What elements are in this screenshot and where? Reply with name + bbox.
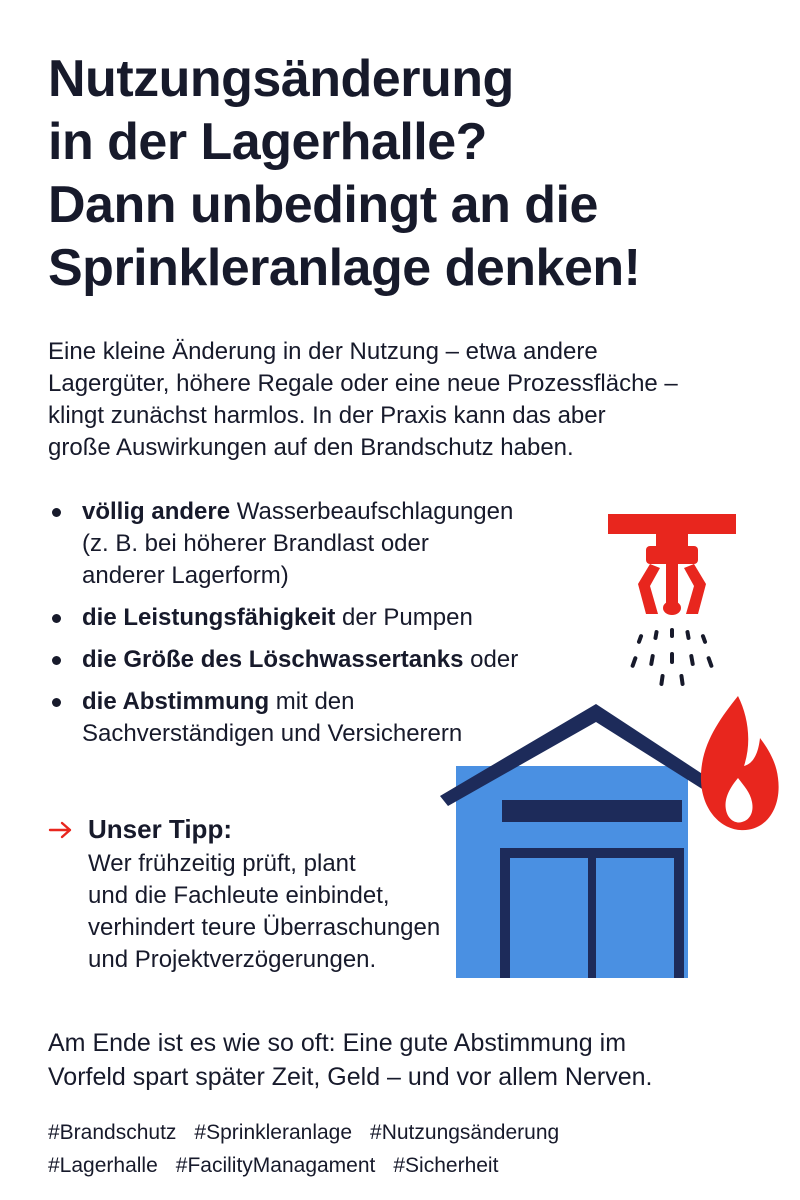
arrow-right-icon [48, 820, 74, 840]
hashtag[interactable]: #Nutzungsänderung [370, 1121, 560, 1144]
hashtag[interactable]: #Sicherheit [393, 1154, 499, 1177]
warehouse-icon [436, 700, 704, 982]
tip-line: und die Fachleute einbindet, [88, 882, 390, 909]
list-item [48, 644, 608, 676]
tip-line: verhindert teure Überraschungen [88, 914, 441, 941]
intro-line: Eine kleine Änderung in der Nutzung – etwa andere [48, 338, 598, 365]
bullet-bold: die Leistungsfähigkeit [82, 604, 336, 631]
closing-paragraph [48, 1026, 768, 1094]
bullet-text: oder [463, 646, 519, 673]
outro-line: Am Ende ist es wie so oft: Eine gute Abstimmung im [48, 1029, 627, 1057]
list-item [48, 496, 608, 592]
intro-line: große Auswirkungen auf den Brandschutz haben. [48, 434, 574, 461]
hashtag[interactable]: #Brandschutz [48, 1121, 177, 1144]
bullet-bold: die Größe des Löschwassertanks [82, 646, 464, 673]
tip-line: Wer frühzeitig prüft, plant [88, 850, 356, 877]
bullet-text: Wasserbeaufschlagungen [230, 498, 514, 525]
bullet-continuation: (z. B. bei höherer Brandlast oder [82, 530, 429, 557]
bullet-text: der Pumpen [335, 604, 473, 631]
bullet-bold: völlig andere [82, 498, 231, 525]
hashtag-list [48, 1116, 768, 1182]
title-line: Sprinkleranlage denken! [48, 239, 641, 297]
tip-text [88, 848, 440, 976]
outro-line: Vorfeld spart später Zeit, Geld – und vor allem Nerven. [48, 1063, 653, 1091]
intro-line: Lagergüter, höhere Regale oder eine neue Prozessfläche – [48, 370, 678, 397]
hashtag-row [48, 1116, 768, 1149]
bullet-bold: die Abstimmung [82, 688, 270, 715]
title-line: Dann unbedingt an die [48, 176, 598, 234]
intro-line: klingt zunächst harmlos. In der Praxis kann das aber [48, 402, 606, 429]
sprinkler-icon [600, 506, 750, 694]
hashtag-row [48, 1149, 768, 1182]
bullet-continuation: anderer Lagerform) [82, 562, 289, 589]
page-title [48, 48, 768, 300]
tip-line: und Projektverzögerungen. [88, 946, 377, 973]
bullet-text: mit den [269, 688, 355, 715]
water-drops-icon [630, 628, 714, 686]
hashtag[interactable]: #Sprinkleranlage [194, 1121, 353, 1144]
hashtag[interactable]: #FacilityManagament [175, 1154, 376, 1177]
list-item [48, 602, 608, 634]
title-line: in der Lagerhalle? [48, 113, 487, 171]
tip-heading: Unser Tipp: [88, 814, 232, 844]
bullet-continuation: Sachverständigen und Versicherern [82, 720, 463, 747]
hashtag[interactable]: #Lagerhalle [48, 1154, 158, 1177]
flame-icon [692, 694, 784, 834]
intro-paragraph [48, 336, 768, 464]
title-line: Nutzungsänderung [48, 50, 514, 108]
